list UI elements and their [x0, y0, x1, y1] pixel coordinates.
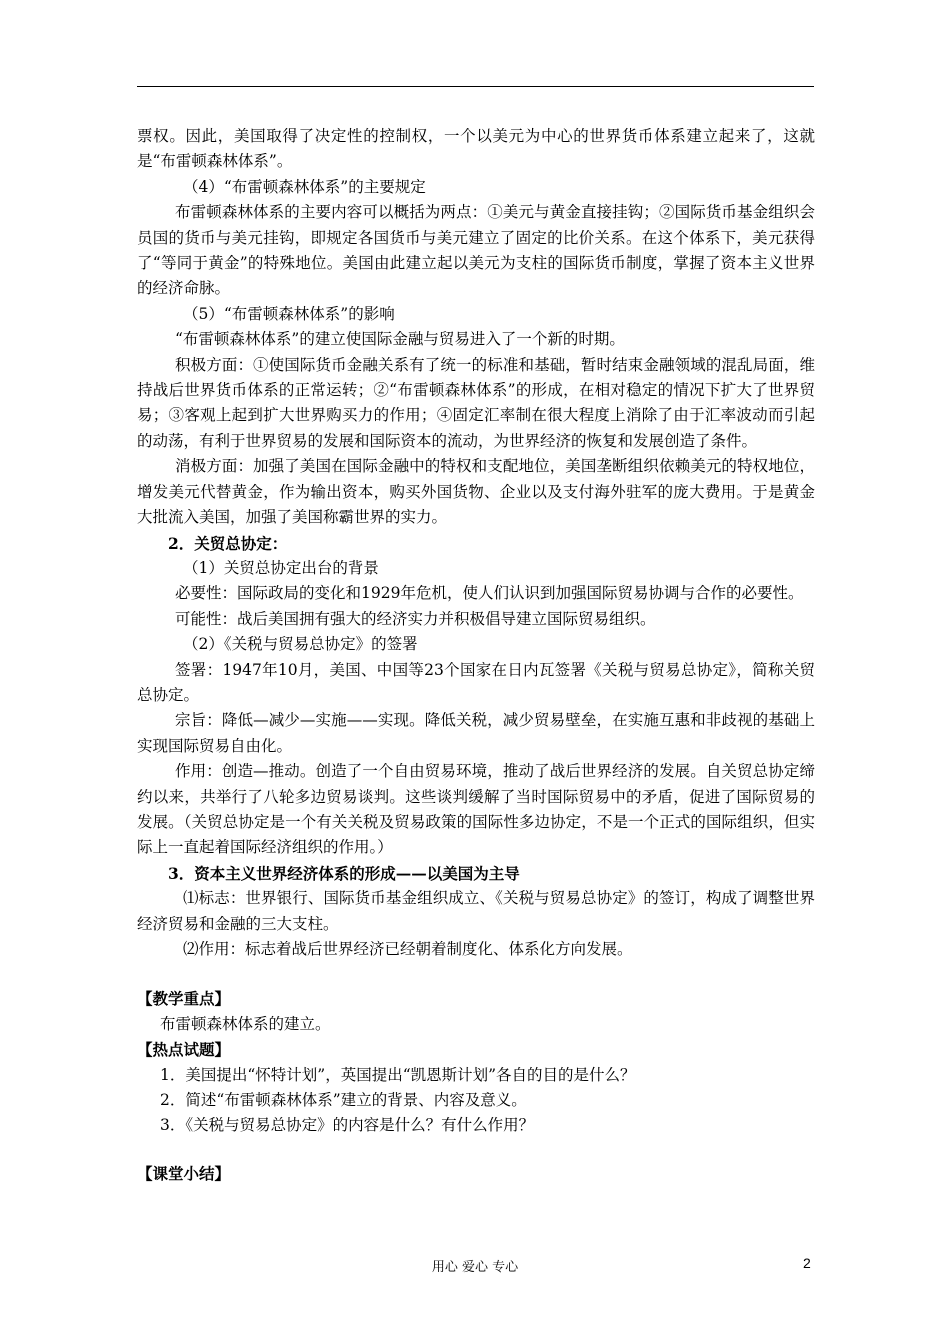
heading-influence: （5）“布雷顿森林体系”的影响	[183, 304, 395, 323]
heading-hot-questions: 【热点试题】	[137, 1040, 231, 1060]
paragraph-effect: ⑵作用：标志着战后世界经济已经朝着制度化、体系化方向发展。	[183, 940, 633, 958]
paragraph-function: 作用：创造—推动。创造了一个自由贸易环境，推动了战后世界经济的发展。自关贸总协定缔约以来，共举行了八轮多边贸易谈判。这些谈判缓解了当时国际贸易中的矛盾，促进了国际贸易的发展。（关贸总协定是一个有关关税及贸易政策的国际性多边协定，不是一个正式的国际组织，但实际上一直起着国际经济组织的作用。）	[137, 762, 815, 857]
question-2: 2．简述“布雷顿森林体系”建立的背景、内容及意义。	[160, 1091, 527, 1110]
document-body	[137, 124, 815, 1186]
spacer	[137, 962, 815, 986]
paragraph-signing: 签署：1947年10月，美国、中国等23个国家在日内瓦签署《关税与贸易总协定》，简称关贸总协定。	[137, 660, 815, 704]
paragraph-necessity: 必要性：国际政局的变化和1929年危机，使人们认识到加强国际贸易协调与合作的必要性。	[175, 584, 804, 603]
question-3: 3．《关税与贸易总协定》的内容是什么？有什么作用？	[160, 1116, 535, 1135]
paragraph-teaching-focus: 布雷顿森林体系的建立。	[160, 1014, 331, 1033]
paragraph-bretton-woods-established: 票权。因此，美国取得了决定性的控制权，一个以美元为中心的世界货币体系建立起来了，这就是“布雷顿森林体系”。	[137, 127, 815, 171]
paragraph-possibility: 可能性：战后美国拥有强大的经济实力并积极倡导建立国际贸易组织。	[175, 609, 656, 628]
heading-gatt: 2．关贸总协定：	[168, 533, 288, 553]
question-1: 1．美国提出“怀特计划”，英国提出“凯恩斯计划”各自的目的是什么？	[160, 1065, 636, 1084]
page-number: 2	[803, 1255, 811, 1271]
heading-main-provisions: （4）“布雷顿森林体系”的主要规定	[183, 177, 426, 196]
paragraph-positive-aspects: 积极方面：①使国际货币金融关系有了统一的标准和基础，暂时结束金融领域的混乱局面，维持战后世界货币体系的正常运转；②“布雷顿森林体系”的形成，在相对稳定的情况下扩大了世界贸易；③客观上起到扩大世界购买力的作用；④固定汇率制在很大程度上消除了由于汇率波动而引起的动荡，有利于世界贸易的发展和国际资本的流动，为世界经济的恢复和发展创造了条件。	[137, 355, 815, 450]
heading-teaching-focus: 【教学重点】	[137, 989, 231, 1009]
spacer	[137, 1139, 815, 1161]
heading-gatt-background: （1）关贸总协定出台的背景	[183, 558, 379, 577]
heading-gatt-signing: （2）《关税与贸易总协定》的签署	[183, 635, 418, 654]
paragraph-main-content: 布雷顿森林体系的主要内容可以概括为两点：①美元与黄金直接挂钩；②国际货币基金组织会员国的货币与美元挂钩，即规定各国货币与美元建立了固定的比价关系。在这个体系下，美元获得了“等同于黄金”的特殊地位。美国由此建立起以美元为支柱的国际货币制度，掌握了资本主义世界的经济命脉。	[137, 203, 815, 298]
paragraph-purpose: 宗旨：降低—减少—实施——实现。降低关税，减少贸易壁垒，在实施互惠和非歧视的基础上实现国际贸易自由化。	[137, 711, 815, 755]
heading-class-summary: 【课堂小结】	[137, 1163, 231, 1183]
footer-text: 用心 爱心 专心	[431, 1260, 519, 1275]
heading-world-economic-system: 3．资本主义世界经济体系的形成——以美国为主导	[168, 863, 520, 883]
paragraph-negative-aspects: 消极方面：加强了美国在国际金融中的特权和支配地位，美国垄断组织依赖美元的特权地位，增发美元代替黄金，作为输出资本，购买外国货物、企业以及支付海外驻军的庞大费用。于是黄金大批流入美国，加强了美国称霸世界的实力。	[137, 457, 815, 527]
paragraph-symbol: ⑴标志：世界银行、国际货币基金组织成立、《关税与贸易总协定》的签订，构成了调整世界经济贸易和金融的三大支柱。	[137, 889, 815, 933]
header-rule	[137, 86, 814, 87]
paragraph-new-period: “布雷顿森林体系”的建立使国际金融与贸易进入了一个新的时期。	[175, 330, 625, 349]
